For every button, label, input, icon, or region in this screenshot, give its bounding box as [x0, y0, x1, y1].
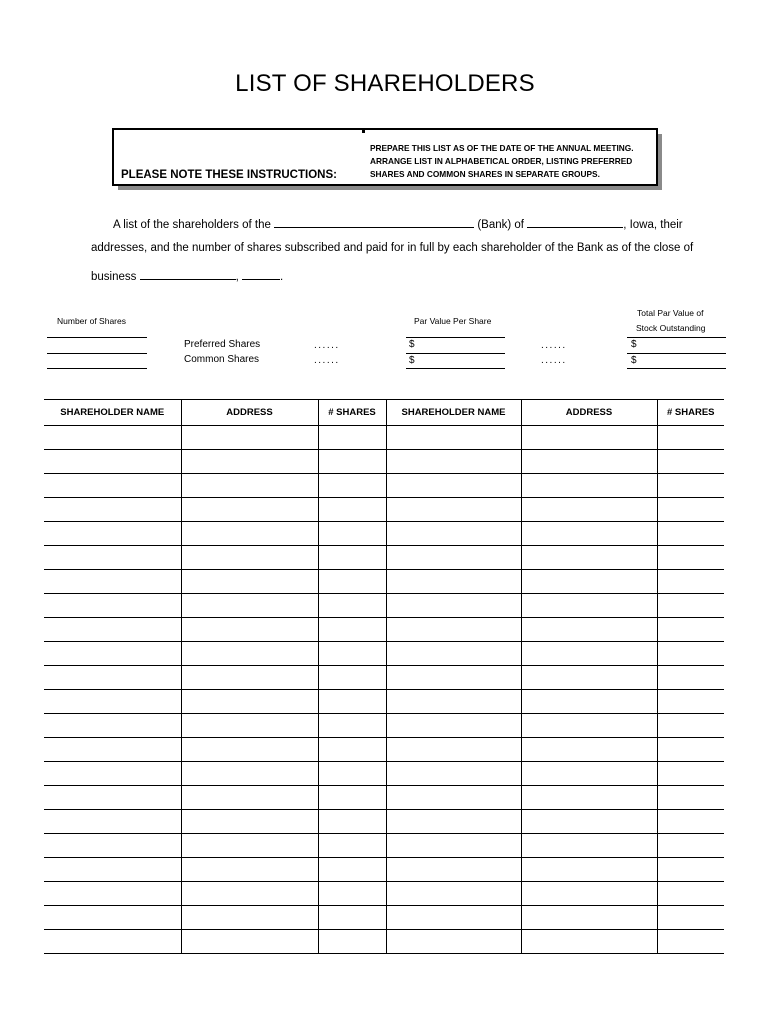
table-cell[interactable] — [318, 618, 386, 642]
table-row — [44, 570, 724, 594]
common-par-blank[interactable] — [406, 368, 505, 369]
table-cell[interactable] — [521, 786, 657, 810]
table-cell[interactable] — [521, 738, 657, 762]
instruction-line: ARRANGE LIST IN ALPHABETICAL ORDER, LISTING PREFERRED — [370, 156, 633, 166]
number-of-shares-label: Number of Shares — [57, 316, 126, 326]
table-cell[interactable] — [521, 474, 657, 498]
dollar-sign: $ — [409, 339, 415, 350]
table-cell[interactable] — [44, 474, 181, 498]
table-row — [44, 498, 724, 522]
table-cell[interactable] — [657, 714, 724, 738]
par-value-label: Par Value Per Share — [414, 316, 492, 326]
table-cell[interactable] — [521, 642, 657, 666]
table-cell[interactable] — [386, 738, 521, 762]
table-cell[interactable] — [44, 738, 181, 762]
table-cell[interactable] — [181, 450, 318, 474]
table-cell[interactable] — [318, 666, 386, 690]
table-cell[interactable] — [521, 450, 657, 474]
table-row — [44, 474, 724, 498]
table-cell[interactable] — [386, 834, 521, 858]
table-cell[interactable] — [521, 858, 657, 882]
table-cell[interactable] — [386, 786, 521, 810]
table-cell[interactable] — [657, 882, 724, 906]
table-cell[interactable] — [181, 762, 318, 786]
column-header: SHAREHOLDER NAME — [44, 400, 181, 426]
table-cell[interactable] — [44, 690, 181, 714]
table-cell[interactable] — [44, 570, 181, 594]
table-cell[interactable] — [386, 498, 521, 522]
table-row — [44, 882, 724, 906]
table-cell[interactable] — [181, 810, 318, 834]
table-row — [44, 762, 724, 786]
total-par-label-1: Total Par Value of — [637, 308, 704, 318]
table-cell[interactable] — [318, 762, 386, 786]
instruction-line: SHARES AND COMMON SHARES IN SEPARATE GROUPS. — [370, 169, 600, 179]
column-header: # SHARES — [318, 400, 386, 426]
marker — [362, 128, 365, 133]
table-cell[interactable] — [657, 522, 724, 546]
bank-name-field[interactable] — [274, 216, 474, 228]
table-cell[interactable] — [181, 666, 318, 690]
table-row — [44, 546, 724, 570]
table-row — [44, 594, 724, 618]
table-cell[interactable] — [521, 618, 657, 642]
table-cell[interactable] — [386, 594, 521, 618]
leader-dots: ...... — [541, 355, 567, 366]
table-row — [44, 618, 724, 642]
table-cell[interactable] — [386, 546, 521, 570]
table-cell[interactable] — [521, 570, 657, 594]
column-header: ADDRESS — [181, 400, 318, 426]
table-cell[interactable] — [657, 474, 724, 498]
table-cell[interactable] — [181, 834, 318, 858]
table-cell[interactable] — [181, 522, 318, 546]
table-cell[interactable] — [386, 474, 521, 498]
table-cell[interactable] — [44, 858, 181, 882]
table-cell[interactable] — [318, 714, 386, 738]
table-cell[interactable] — [318, 690, 386, 714]
city-field[interactable] — [527, 216, 623, 228]
table-cell[interactable] — [181, 738, 318, 762]
table-cell[interactable] — [657, 498, 724, 522]
preferred-total-blank[interactable] — [627, 353, 726, 354]
table-cell[interactable] — [181, 930, 318, 954]
table-cell[interactable] — [657, 426, 724, 450]
table-cell[interactable] — [44, 834, 181, 858]
table-cell[interactable] — [318, 906, 386, 930]
instructions-box — [112, 128, 658, 186]
table-cell[interactable] — [657, 594, 724, 618]
table-cell[interactable] — [181, 906, 318, 930]
total-par-label-2: Stock Outstanding — [636, 323, 706, 333]
table-cell[interactable] — [318, 546, 386, 570]
statement-line-1: A list of the shareholders of the (Bank) of , Iowa, their — [113, 216, 683, 231]
table-cell[interactable] — [44, 642, 181, 666]
date-field[interactable] — [140, 268, 236, 280]
table-row — [44, 834, 724, 858]
table-cell[interactable] — [44, 666, 181, 690]
table-header-row — [44, 400, 724, 426]
table-cell[interactable] — [44, 762, 181, 786]
table-cell[interactable] — [386, 666, 521, 690]
table-row — [44, 690, 724, 714]
table-cell[interactable] — [657, 666, 724, 690]
table-cell[interactable] — [521, 714, 657, 738]
table-cell[interactable] — [318, 786, 386, 810]
table-cell[interactable] — [386, 810, 521, 834]
year-field[interactable] — [242, 268, 280, 280]
table-cell[interactable] — [44, 786, 181, 810]
table-cell[interactable] — [181, 786, 318, 810]
table-cell[interactable] — [318, 930, 386, 954]
table-cell[interactable] — [44, 426, 181, 450]
table-cell[interactable] — [318, 570, 386, 594]
table-cell[interactable] — [657, 930, 724, 954]
table-cell[interactable] — [521, 762, 657, 786]
table-cell[interactable] — [657, 906, 724, 930]
table-row — [44, 666, 724, 690]
column-header: SHAREHOLDER NAME — [386, 400, 521, 426]
table-cell[interactable] — [181, 546, 318, 570]
table-cell[interactable] — [386, 762, 521, 786]
table-cell[interactable] — [181, 882, 318, 906]
table-cell[interactable] — [521, 810, 657, 834]
table-cell[interactable] — [386, 714, 521, 738]
instructions-label: PLEASE NOTE THESE INSTRUCTIONS: — [121, 169, 337, 181]
table-cell[interactable] — [44, 906, 181, 930]
table-cell[interactable] — [657, 762, 724, 786]
preferred-par-blank[interactable] — [406, 353, 505, 354]
leader-dots: ...... — [541, 340, 567, 351]
page-title: LIST OF SHAREHOLDERS — [235, 70, 535, 97]
common-shares-blank[interactable] — [47, 368, 147, 369]
table-cell[interactable] — [44, 546, 181, 570]
table-cell[interactable] — [318, 810, 386, 834]
column-header: # SHARES — [657, 400, 724, 426]
table-cell[interactable] — [318, 858, 386, 882]
table-row — [44, 714, 724, 738]
table-cell[interactable] — [386, 450, 521, 474]
table-row — [44, 858, 724, 882]
dollar-sign: $ — [631, 339, 637, 350]
table-cell[interactable] — [181, 690, 318, 714]
total-par-blank[interactable] — [627, 337, 726, 338]
table-cell[interactable] — [318, 450, 386, 474]
table-cell[interactable] — [657, 858, 724, 882]
table-cell[interactable] — [657, 810, 724, 834]
table-cell[interactable] — [44, 450, 181, 474]
table-row — [44, 930, 724, 954]
table-cell[interactable] — [657, 834, 724, 858]
table-cell[interactable] — [44, 618, 181, 642]
table-cell[interactable] — [44, 714, 181, 738]
table-cell[interactable] — [181, 858, 318, 882]
table-cell[interactable] — [657, 546, 724, 570]
table-cell[interactable] — [657, 690, 724, 714]
table-cell[interactable] — [318, 738, 386, 762]
instruction-line: PREPARE THIS LIST AS OF THE DATE OF THE ANNUAL MEETING. — [370, 143, 634, 153]
table-cell[interactable] — [386, 882, 521, 906]
table-cell[interactable] — [521, 594, 657, 618]
table-cell[interactable] — [181, 474, 318, 498]
table-cell[interactable] — [318, 834, 386, 858]
table-cell[interactable] — [386, 426, 521, 450]
table-cell[interactable] — [181, 618, 318, 642]
table-cell[interactable] — [521, 666, 657, 690]
table-row — [44, 642, 724, 666]
table-cell[interactable] — [657, 738, 724, 762]
table-cell[interactable] — [318, 882, 386, 906]
table-cell[interactable] — [181, 426, 318, 450]
table-cell[interactable] — [521, 882, 657, 906]
table-cell[interactable] — [318, 498, 386, 522]
table-cell[interactable] — [386, 570, 521, 594]
table-row — [44, 450, 724, 474]
table-cell[interactable] — [181, 714, 318, 738]
table-cell[interactable] — [386, 906, 521, 930]
table-cell[interactable] — [44, 522, 181, 546]
table-cell[interactable] — [318, 426, 386, 450]
table-cell[interactable] — [386, 930, 521, 954]
table-cell[interactable] — [44, 498, 181, 522]
table-cell[interactable] — [181, 642, 318, 666]
par-value-blank[interactable] — [406, 337, 505, 338]
table-cell[interactable] — [386, 522, 521, 546]
table-cell[interactable] — [181, 594, 318, 618]
leader-dots: ...... — [314, 340, 340, 351]
table-row — [44, 426, 724, 450]
table-cell[interactable] — [318, 594, 386, 618]
table-cell[interactable] — [386, 642, 521, 666]
table-cell[interactable] — [657, 450, 724, 474]
table-row — [44, 906, 724, 930]
table-cell[interactable] — [657, 618, 724, 642]
table-cell[interactable] — [521, 498, 657, 522]
table-row — [44, 738, 724, 762]
common-shares-label: Common Shares — [184, 354, 260, 365]
table-cell[interactable] — [521, 834, 657, 858]
table-cell[interactable] — [521, 522, 657, 546]
dollar-sign: $ — [409, 355, 415, 366]
table-cell[interactable] — [521, 930, 657, 954]
instructions-text — [370, 142, 660, 181]
table-row — [44, 810, 724, 834]
table-cell[interactable] — [521, 546, 657, 570]
table-cell[interactable] — [386, 858, 521, 882]
shares-blank[interactable] — [47, 337, 147, 338]
table-cell[interactable] — [318, 474, 386, 498]
table-cell[interactable] — [44, 882, 181, 906]
table-cell[interactable] — [44, 594, 181, 618]
table-cell[interactable] — [44, 930, 181, 954]
statement-line-3: business , . — [91, 268, 283, 283]
shareholder-table — [44, 399, 724, 954]
table-cell[interactable] — [521, 426, 657, 450]
table-row — [44, 786, 724, 810]
table-cell[interactable] — [44, 810, 181, 834]
column-header: ADDRESS — [521, 400, 657, 426]
table-cell[interactable] — [657, 642, 724, 666]
table-cell[interactable] — [521, 906, 657, 930]
preferred-shares-label: Preferred Shares — [184, 339, 261, 350]
preferred-shares-blank[interactable] — [47, 353, 147, 354]
statement-line-2: addresses, and the number of shares subscribed and paid for in full by each shareholder of the Bank as of the close of — [91, 242, 694, 254]
table-cell[interactable] — [181, 570, 318, 594]
dollar-sign: $ — [631, 355, 637, 366]
table-cell[interactable] — [657, 570, 724, 594]
common-total-blank[interactable] — [627, 368, 726, 369]
table-cell[interactable] — [386, 618, 521, 642]
table-cell[interactable] — [318, 522, 386, 546]
table-cell[interactable] — [181, 498, 318, 522]
table-row — [44, 522, 724, 546]
table-cell[interactable] — [318, 642, 386, 666]
table-cell[interactable] — [657, 786, 724, 810]
table-cell[interactable] — [521, 690, 657, 714]
table-cell[interactable] — [386, 690, 521, 714]
leader-dots: ...... — [314, 355, 340, 366]
